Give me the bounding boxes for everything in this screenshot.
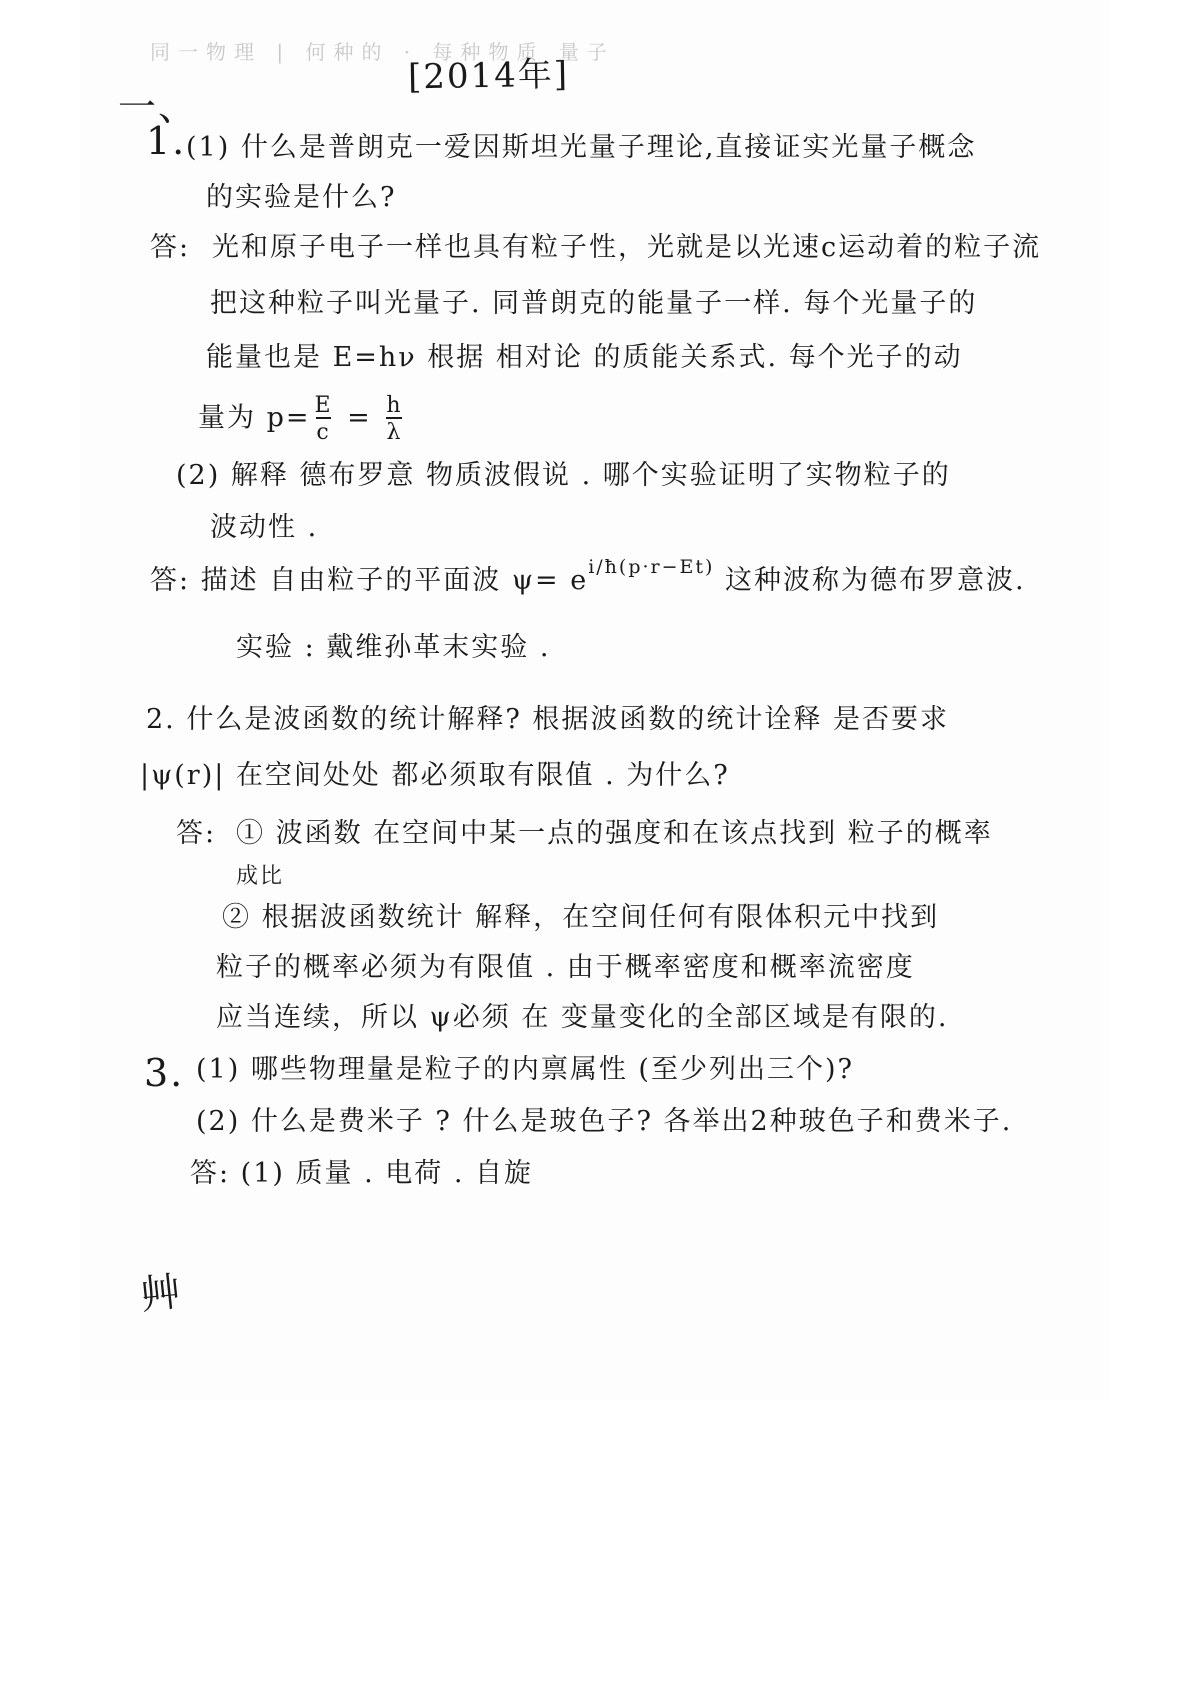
- q1-ans2-line1: 答: 描述 自由粒子的平面波 $\psi= e^{i/ħ(p\cdot r-Et)}$ 这种波称为德布罗意波.: [150, 556, 1026, 596]
- section-mark: 一、: [118, 85, 199, 129]
- year-heading: [2014年]: [407, 54, 570, 98]
- q2-line2: |ψ(r)| 在空间处处 都必须取有限值 . 为什么?: [140, 760, 730, 791]
- q3-number: 3.: [144, 1051, 185, 1095]
- fraction-e-over-c: $\frac{E}{c}$: [314, 393, 333, 446]
- q1-ans2-line2: 实验 : 戴维孙革末实验 .: [236, 632, 551, 663]
- margin-note: 艸: [138, 1269, 183, 1319]
- q3-part1: (1) 哪些物理量是粒子的内禀属性 (至少列出三个)?: [196, 1054, 854, 1085]
- momentum-prefix: 量为 p=: [198, 402, 311, 434]
- fraction-h-over-lambda: $\frac{h}{\lambda}$: [386, 393, 403, 446]
- q1-ans1-line1: 光和原子电子一样也具有粒子性，光就是以光速c运动着的粒子流: [212, 232, 1042, 263]
- q2-ans-line5: 应当连续，所以 ψ必须 在 变量变化的全部区域是有限的.: [216, 1002, 949, 1033]
- wave-exponent: i/ħ(p·r−Et): [588, 556, 715, 578]
- q2-ans-line4: 粒子的概率必须为有限值 . 由于概率密度和概率流密度: [216, 952, 915, 983]
- q1-answer-label: 答:: [150, 232, 191, 263]
- q2-answer-label: 答:: [176, 818, 217, 849]
- q2-ans-line2: 成比: [236, 864, 285, 889]
- q2-ans-line3: ② 根据波函数统计 解释，在空间任何有限体积元中找到: [222, 902, 940, 933]
- q1-part1-line1: (1) 什么是普朗克一爱因斯坦光量子理论,直接证实光量子概念: [186, 132, 977, 163]
- q1-part2-line1: (2) 解释 德布罗意 物质波假说 . 哪个实验证明了实物粒子的: [176, 460, 951, 491]
- q2-line1: 2. 什么是波函数的统计解释? 根据波函数的统计诠释 是否要求: [146, 704, 949, 735]
- q1-ans1-line2: 把这种粒子叫光量子. 同普朗克的能量子一样. 每个光量子的: [210, 288, 978, 319]
- q1-number: 1.: [146, 119, 187, 163]
- q3-answer: 答: (1) 质量 . 电荷 . 自旋: [190, 1158, 534, 1189]
- q1-part1-line2: 的实验是什么?: [206, 182, 397, 213]
- q1-ans1-line4: 量为 p= $\frac{E}{c}$ = $\frac{h}{\lambda}$: [198, 393, 403, 446]
- q1-part2-line2: 波动性 .: [210, 512, 319, 543]
- q3-part2: (2) 什么是费米子 ? 什么是玻色子? 各举出2种玻色子和费米子.: [196, 1106, 1013, 1137]
- bleed-through-text: 同一物理 | 何种的 · 每种物质 量子: [150, 40, 615, 64]
- q2-ans-line1: ① 波函数 在空间中某一点的强度和在该点找到 粒子的概率: [236, 818, 993, 849]
- q1-ans1-line3: 能量也是 E=hν 根据 相对论 的质能关系式. 每个光子的动: [206, 342, 963, 373]
